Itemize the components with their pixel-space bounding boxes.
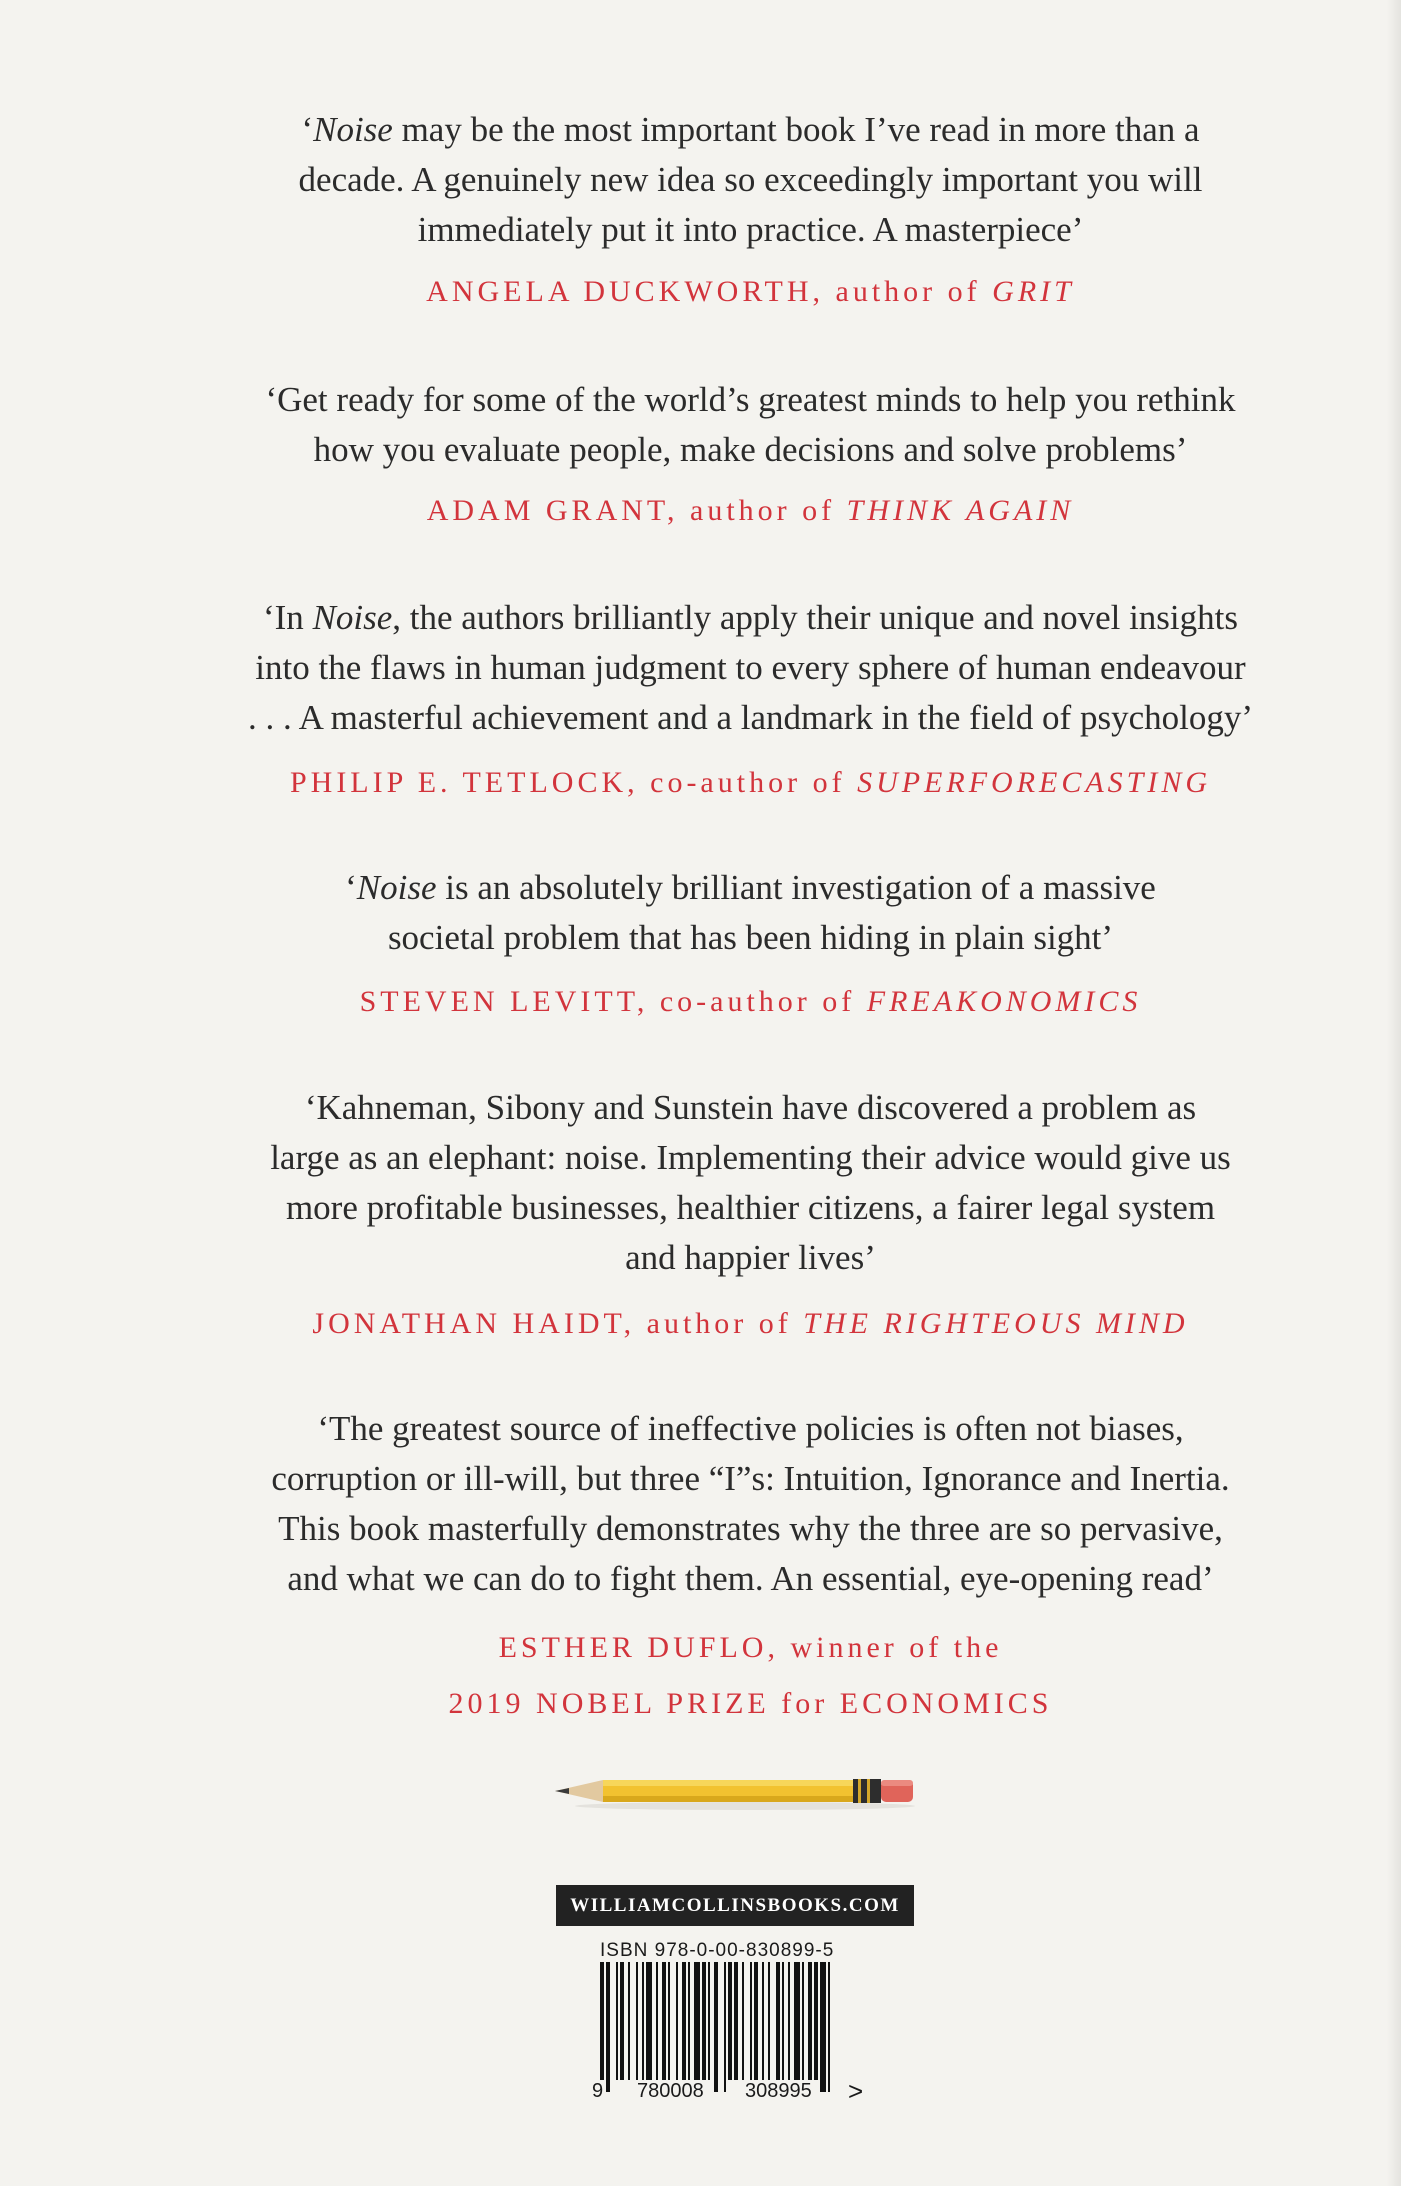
barcode-bar: [636, 1962, 638, 2080]
attribution-4: STEVEN LEVITT, co-author of FREAKONOMICS: [359, 985, 1142, 1018]
attribution-1: ANGELA DUCKWORTH, author of GRIT: [426, 275, 1075, 308]
barcode-bar: [814, 1962, 818, 2080]
attribution-6: ESTHER DUFLO, winner of the: [498, 1631, 1003, 1664]
barcode-bar: [600, 1962, 604, 2092]
barcode-bar: [656, 1962, 658, 2080]
barcode-bar: [606, 1962, 610, 2092]
quote-1: [120, 105, 1381, 255]
barcode-bar: [750, 1962, 752, 2080]
barcode-arrow: >: [848, 2076, 864, 2106]
barcode-bar: [734, 1962, 738, 2080]
quote-line: decade. A genuinely new idea so exceedingly important you will: [298, 160, 1203, 199]
barcode-bar: [802, 1962, 804, 2080]
cover-edge: [1387, 0, 1401, 2186]
attribution-3: PHILIP E. TETLOCK, co-author of SUPERFORECASTING: [289, 766, 1212, 799]
quote-5: [120, 1083, 1381, 1283]
quote-line: . . . A masterful achievement and a landmark in the field of psychology’: [248, 698, 1253, 737]
barcode-bar: [620, 1962, 624, 2080]
barcode-bar: [762, 1962, 764, 2080]
barcode-bar: [694, 1962, 700, 2080]
barcode-lead-digit: 9: [592, 2080, 604, 2102]
quote-2: [120, 375, 1381, 475]
attribution-6-line2: 2019 NOBEL PRIZE for ECONOMICS: [448, 1687, 1053, 1720]
pencil-icon: [555, 1772, 925, 1812]
barcode-bar: [742, 1962, 744, 2080]
barcode: [556, 1938, 856, 2098]
barcode-bar: [714, 1962, 718, 2092]
barcode-bar: [628, 1962, 630, 2080]
barcode-bar: [646, 1962, 652, 2080]
barcode-bar: [668, 1962, 670, 2080]
barcode-bar: [828, 1962, 830, 2092]
quote-4: [120, 863, 1381, 963]
barcode-bar: [782, 1962, 784, 2080]
quote-line: and happier lives’: [625, 1238, 876, 1277]
barcode-bar: [642, 1962, 644, 2080]
quote-line: how you evaluate people, make decisions and solve problems’: [313, 430, 1188, 469]
quote-3: [120, 593, 1381, 743]
quote-line: immediately put it into practice. A masterpiece’: [417, 210, 1084, 249]
publisher-url[interactable]: WILLIAMCOLLINSBOOKS.COM: [556, 1885, 914, 1926]
attribution-5: JONATHAN HAIDT, author of THE RIGHTEOUS MIND: [312, 1307, 1189, 1340]
quote-6: [120, 1404, 1381, 1604]
quote-line: more profitable businesses, healthier citizens, a fairer legal system: [285, 1188, 1216, 1227]
quote-line: ‘In Noise, the authors brilliantly apply their unique and novel insights: [263, 598, 1238, 637]
quote-line: and what we can do to fight them. An essential, eye-opening read’: [287, 1559, 1214, 1598]
barcode-bar: [616, 1962, 618, 2080]
barcode-bar: [688, 1962, 690, 2080]
quote-line: into the flaws in human judgment to every sphere of human endeavour: [255, 648, 1246, 687]
barcode-bar: [708, 1962, 710, 2080]
barcode-bar: [794, 1962, 800, 2080]
barcode-bar: [682, 1962, 686, 2080]
isbn-label: ISBN 978-0-00-830899-5: [600, 1940, 835, 1961]
quote-line: ‘Noise may be the most important book I’ve read in more than a: [301, 110, 1200, 149]
barcode-bar: [820, 1962, 826, 2092]
quote-line: ‘The greatest source of ineffective policies is often not biases,: [317, 1409, 1184, 1448]
barcode-bar: [702, 1962, 706, 2080]
barcode-bar: [768, 1962, 770, 2080]
barcode-digits-right: 308995: [745, 2080, 812, 2102]
quote-line: ‘Noise is an absolutely brilliant investigation of a massive: [345, 868, 1156, 907]
quote-line: large as an elephant: noise. Implementing their advice would give us: [270, 1138, 1231, 1177]
barcode-bar: [724, 1962, 726, 2092]
barcode-bar: [728, 1962, 732, 2080]
quote-line: ‘Get ready for some of the world’s greatest minds to help you rethink: [265, 380, 1236, 419]
quote-line: ‘Kahneman, Sibony and Sunstein have discovered a problem as: [304, 1088, 1197, 1127]
barcode-bar: [662, 1962, 666, 2080]
quote-line: This book masterfully demonstrates why the three are so pervasive,: [278, 1509, 1223, 1548]
barcode-bar: [754, 1962, 758, 2080]
barcode-bar: [808, 1962, 812, 2080]
barcode-digits-left: 780008: [637, 2080, 704, 2102]
attribution-2: ADAM GRANT, author of THINK AGAIN: [426, 494, 1075, 527]
quote-line: corruption or ill-will, but three “I”s: Intuition, Ignorance and Inertia.: [271, 1459, 1230, 1498]
barcode-bar: [776, 1962, 780, 2080]
barcode-bar: [788, 1962, 790, 2080]
barcode-bar: [676, 1962, 678, 2080]
quote-line: societal problem that has been hiding in plain sight’: [387, 918, 1114, 957]
